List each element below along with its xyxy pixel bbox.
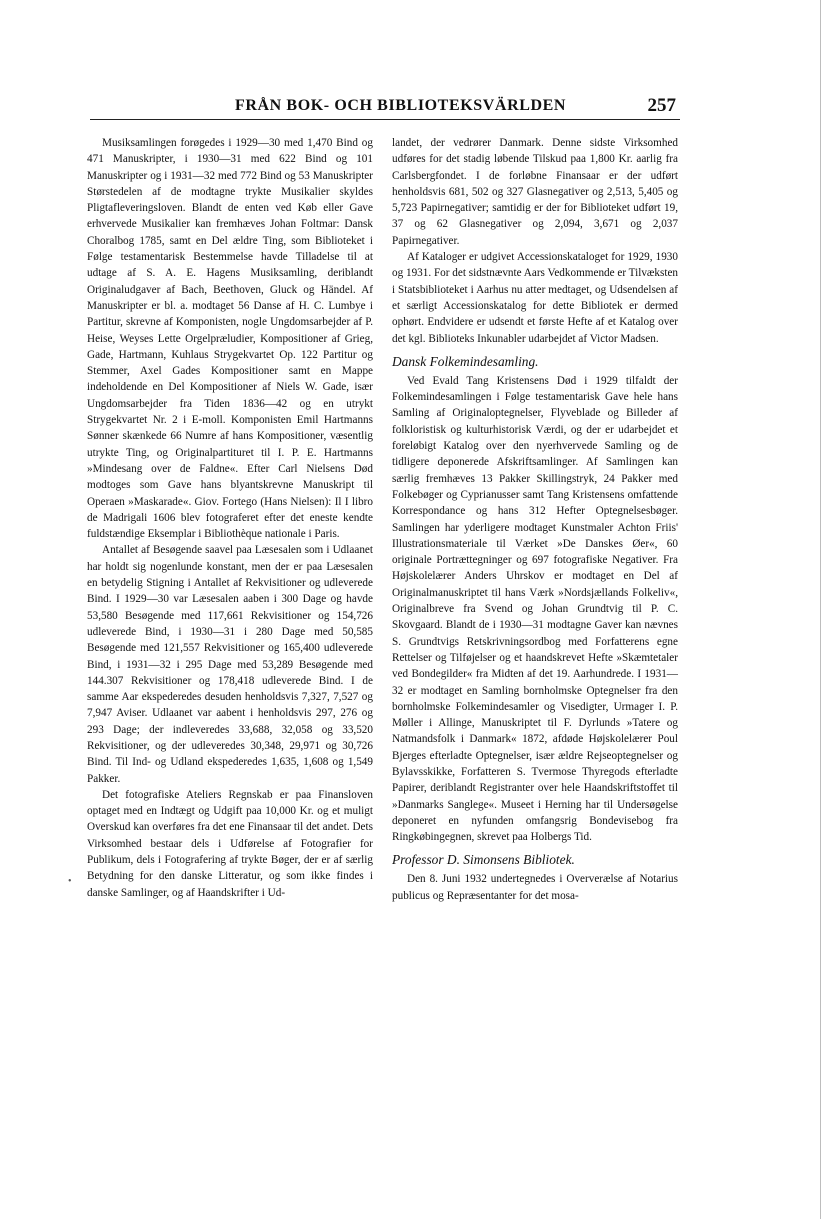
header-rule	[90, 119, 680, 120]
paragraph-music-collection: Musiksamlingen forøgedes i 1929—30 med 1,470 Bind og 471 Manuskripter, i 1930—31 med 622 Bind og 101 Manuskripter og i 1931—32 med 772 Bind og 53 Manuskripter Størstedelen af de modtagne trykte Musikalier skyldes Pligtafleveringsloven. Blandt de enten ved Køb eller Gave erhvervede Musikalier kan fremhæves Johan Foltmar: Dansk Choralbog 1785, samt en Del ældre Ting, som Biblioteket i Følge testamentarisk Bestemmelse havde Tilladelse til at udtage af S. A. E. Hagens Musiksamling, deriblandt Originaludgaver af Bach, Beethoven, Gluck og Händel. Af Manuskripter er bl. a. modtaget 56 Danse af H. C. Lumbye i Partitur, skrevne af Komponisten, nogle Ungdomsarbejder af P. Heise, Weyses Lette Orgelpræludier, Kompositioner af Grieg, Gade, Hartmann, Kuhlaus Strygekvartet Op. 122 Partitur og Stemmer, Axel Gades Kompositioner samt en Mappe indeholdende en Del Kompositioner af Niels W. Gade, især Ungdomsarbejder fra Tiden 1836—42 og en utrykt Strygekvartet Nr. 2 i E-moll. Komponisten Emil Hartmanns Sønner skænkede 66 Numre af hans Kompositioner, væsentlig utrykte Ting, og Originalpartituret til I. P. E. Hartmanns »Mindesang over de Faldne«. Efter Carl Nielsens Død modtoges som Gave hans blyantskrevne Manuskript til Operaen »Maskarade«. Giov. Fortego (Hans Nielsen): Il I libro de Madrigali 1606 blev fotograferet efter det eneste kendte fuldstændige Eksemplar i Bibliothèque nationale i Paris.	[87, 137, 373, 541]
page-header	[90, 97, 680, 123]
right-column	[392, 135, 678, 904]
margin-mark: •	[68, 876, 72, 887]
left-column	[87, 135, 373, 901]
paragraph-reading-room-statistics: Antallet af Besøgende saavel paa Læsesalen som i Udlaanet har holdt sig nogenlunde konstant, men der er paa Læsesalen en betydelig Stigning i Antallet af Rekvisitioner og udleverede Bind. I 1929—30 var Læsesalen aaben i 300 Dage og havde 53,580 Besøgende med 117,661 Rekvisitioner og 154,726 udleverede Bind, i 1930—31 i 280 Dage med 50,585 Besøgende med 121,557 Rekvisitioner og 165,400 udleverede Bind, i 1931—32 i 295 Dage med 53,289 Besøgende med 144.307 Rekvisitioner og 178,418 udleverede Bind. I de samme Aar ekspederedes desuden henholdsvis 7,327, 7,527 og 7,947 Aviser. Udlaanet var aabent i henholdsvis 297, 276 og 293 Dage; der indleveredes 33,688, 32,058 og 33,520 Rekvisitioner, og der udleveredes 30,348, 29,971 og 30,726 Bind. Til Ind- og Udland ekspederedes 1,635, 1,608 og 1,549 Pakker.	[87, 544, 373, 785]
running-title: FRÅN BOK- OCH BIBLIOTEKSVÄRLDEN	[235, 97, 567, 114]
section-heading-simonsen-library: Professor D. Simonsens Bibliotek.	[392, 852, 575, 868]
paragraph-catalogues: Af Kataloger er udgivet Accessionskataloget for 1929, 1930 og 1931. For det sidstnævnte Aars Vedkommende er Tilvæksten i Statsbiblioteket i Aarhus nu atter medtaget, og Udsendelsen af et særligt Accessionskatalog for dette Bibliotek er dermed ophørt. Endvidere er udsendt et første Hefte af et Katalog over det kgl. Biblioteks Inkunabler udarbejdet af Victor Madsen.	[392, 251, 679, 345]
page-number: 257	[647, 95, 676, 116]
paragraph-photographic-atelier: Det fotografiske Ateliers Regnskab er paa Finansloven optaget med en Indtægt og Udgift paa 10,000 Kr. og et muligt Overskud kan overføres fra det ene Finansaar til det andet. Dets Virksomhed bestaar dels i Udførelse af Fotografier for Publikum, dels i Fotografering af trykte Bøger, der er af særlig Betydning for den danske Litteratur, og som ikke findes i danske Samlinger, og af Haandskrifter i Ud-	[87, 788, 373, 899]
section-heading-folkemindesamling: Dansk Folkemindesamling.	[392, 353, 539, 369]
paragraph-simonsen-library: Den 8. Juni 1932 undertegnedes i Oververælse af Notarius publicus og Repræsentanter for det mosa-	[392, 873, 678, 902]
paragraph-folkemindesamling: Ved Evald Tang Kristensens Død i 1929 tilfaldt der Folkemindesamlingen i Følge testamentarisk Gave hele hans Samling af Originaloptegnelser, Flyveblade og Billeder af folkloristisk og kulturhistorisk Værdi, og der er udarbejdet et foreløbigt Katalog over den nyerhvervede Samling og de tidligere deponerede Afskriftsamlinger. Af Samlingen kan særlig fremhæves 13 Pakker Skillingstryk, 24 Pakker med Folkebøger og Cyprianusser samt Tang Kristensens omfattende Korrespondance og hans 312 Hefter Optegnelsesbøger. Samlingen har yderligere modtaget Kunstmaler Achton Friis' Illustrationsmateriale til Værket »De Danskes Øer«, 60 originale Portrættegninger og 697 fotografiske Negativer. Fra Højskolelærer Anders Uhrskov er modtaget en Del af Originalmanuskriptet til hans Værk »Nordsjællands Folkeliv«, Originalbreve fra Svend og Johan Grundtvig til P. C. Skovgaard. Blandt de i 1930—31 modtagne Gaver kan nævnes S. Grundtvigs Retskrivningsordbog med Forfatterens egne Rettelser og Tilføjelser og et haandskrevet Hefte »Skæmtetaler ved Bondegilder« fra Midten af det 19. Aarhundrede. I 1931—32 er modtaget en Samling bornholmske Optegnelser fra den bornholmske Folkemindesamler og Visedigter, Urmager I. P. Møller i Allinge, Manuskriptet til F. Dyrlunds »Tatere og Natmandsfolk i Danmark« 1872, afdøde Højskolelærer Poul Bjerges efterladte Optegnelser, især ældre Rejseoptegnelser og Bylavsskikke, Forfatteren S. Tvermose Thyregods efterladte Papirer, deriblandt Registranter over hele Haandskriftstoffet til »Danmarks Sanglege«. Museet i Herning har til Undersøgelse deponeret en nyfunden omfangsrig Bondevisebog fra Ringkøbingegnen, skrevet paa Holbergs Tid.	[392, 374, 678, 844]
scan-edge-line	[820, 0, 821, 1219]
paragraph-atelier-continued: landet, der vedrører Danmark. Denne sidste Virksomhed udføres for det stadig løbende Tilskud paa 1,800 Kr. aarlig fra Carlsbergfondet. I de forløbne Finansaar er der udført henholdsvis 681, 502 og 327 Glasnegativer og 2,513, 5,405 og 5,723 Papirnegativer; samtidig er der for Biblioteket udført 19, 37 og 62 Glasnegativer og 2,094, 3,671 og 2,037 Papirnegativer.	[392, 137, 678, 247]
